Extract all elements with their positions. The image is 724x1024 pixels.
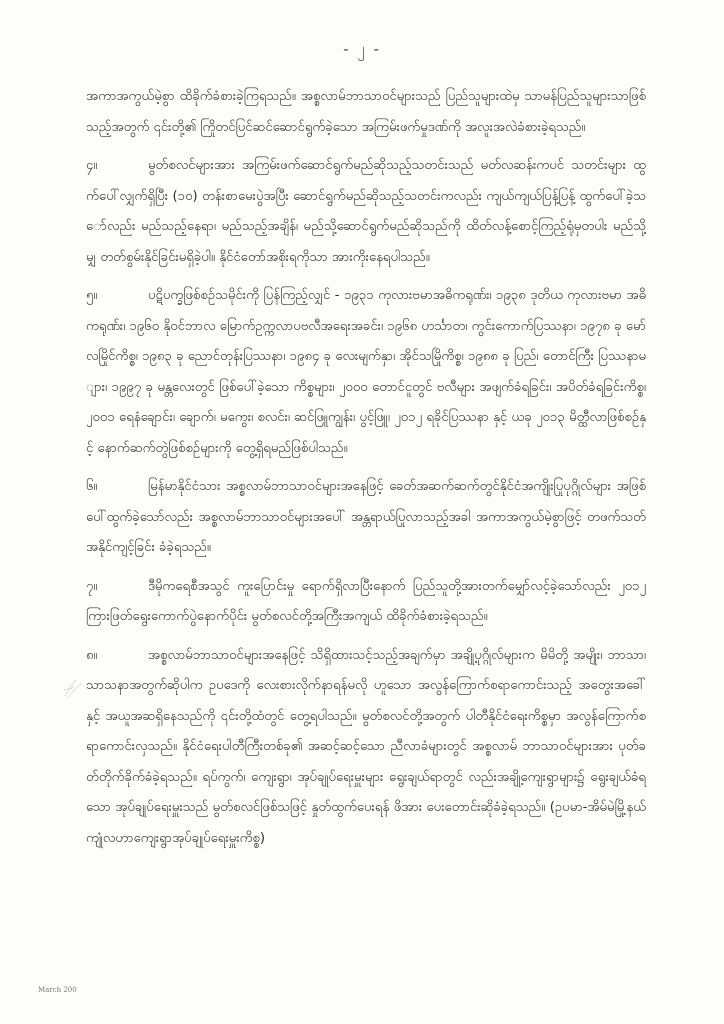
paragraph-text: အစ္စလာမ်ဘာသာဝင်များအနေဖြင့် သိရှိထားသင့်သည့်အချက်မှာ အချို့ပုဂ္ဂိုလ်များက မိမိတို့ အမျိုး၊ ဘာသာ၊ သာသနာအတွက်ဆိုပါက ဥပဒေကို လေးစားလိုက်နာရန်မလို ဟူသော အလွန်ကြောက်စရာကောင်းသည့် အတွေးအခေါ် နှင့် အယူအဆရှိနေသည်ကို ၎င်းတို့ထံတွင် တွေ့ရပါသည်။ မွတ်စလင်တို့အတွက် ပါတီနိုင်ငံရေးကိစ္စမှာ အလွန်ကြောက်စရာကောင်းလှသည်။ နိုင်ငံရေးပါတီကြီးတစ်ခု၏ အဆင့်ဆင့်သော ညီလာခံများတွင် အစ္စလာမ် ဘာသာဝင်များအား ပုတ်ခတ်တိုက်ခိုက်ခံခဲ့ရသည်။ ရပ်ကွက်၊ ကျေးရွာ၊ အုပ်ချုပ်ရေးမှူးများ ရွေးချယ်ရာတွင် လည်းအချို့ကျေးရွာများ၌ ရွေးချယ်ခံရသော အုပ်ချုပ်ရေးမှူးသည် မွတ်စလင်ဖြစ်သဖြင့် နှုတ်ထွက်ပေးရန် ဖိအား ပေးတောင်းဆိုခံခဲ့ရသည်။ (ဥပမာ-အိမ်မဲမြို့နယ် ကျုံလဟာကျေးရွာအုပ်ချုပ်ရေးမှူးကိစ္စ): [86, 647, 646, 846]
paragraph-text: အကာအကွယ်မဲ့စွာ ထိခိုက်ခံစားခဲ့ကြရသည်။ အစ္စလာမ်ဘာသာဝင်များသည် ပြည်သူများထဲမှ သာမန်ပြည်သူများသာဖြစ်သည့်အတွက် ၎င်းတို့၏ ကြိုတင်ပြင်ဆင်ဆောင်ရွက်ခဲ့သော အကြမ်းဖက်မှုဒဏ်ကို အလူးအလဲခံစားခဲ့ရသည်။: [86, 89, 646, 135]
paragraph-text: ဒီမိုကရေစီအသွင် ကူးပြောင်းမှု ရောက်ရှိလာပြီးနောက် ပြည်သူတို့အားတက်မျှော်လင့်ခဲ့သော်လည်း ၂၀၁၂ ကြားဖြတ်ရွေးကောက်ပွဲနောက်ပိုင်း မွတ်စလင်တို့အကြီးအကျယ် ထိခိုက်ခံစားခဲ့ရသည်။: [86, 578, 646, 624]
paragraph-continuation: [86, 82, 646, 143]
paragraph-text: မွတ်စလင်များအား အကြမ်းဖက်ဆောင်ရွက်မည်ဆိုသည့်သတင်းသည် မတ်လဆန်းကပင် သတင်းများ ထွက်ပေါ်လျှက်ရှိပြီး (၁၀) တန်းစာမေးပွဲအပြီး ဆောင်ရွက်မည်ဆိုသည့်သတင်းကလည်း ကျယ်ကျယ်ပြန့်ပြန့် ထွက်ပေါ်ခဲ့သော်လည်း မည်သည့်နေရာ၊ မည်သည့်အချိန်၊ မည်သို့ဆောင်ရွက်မည်ဆိုသည်ကို ထိတ်လန့်စောင့်ကြည့်ရုံမှတပါး မည်သို့မျှ တတ်စွမ်းနိုင်ခြင်းမရှိခဲ့ပါ။ နိုင်ငံတော်အစိုးရကိုသာ အားကိုးနေရပါသည်။: [86, 158, 646, 265]
page-number: - ၂ -: [343, 40, 381, 58]
paragraph-7: [86, 572, 646, 633]
paragraph-text: မြန်မာနိုင်ငံသား အစ္စလာမ်ဘာသာဝင်များအနေဖြင့် ခေတ်အဆက်ဆက်တွင်နိုင်ငံအကျိုးပြုပုဂ္ဂိုလ်များ အဖြစ် ပေါ်ထွက်ခဲ့သော်လည်း အစ္စလာမ်ဘာသာဝင်များအပေါ် အန္တရာယ်ပြုလာသည့်အခါ အကာအကွယ်မဲ့စွာဖြင့် တဖက်သတ်အနိုင်ကျင့်ခြင်း ခံခဲ့ရသည်။: [86, 479, 646, 555]
paragraph-number: ၆။: [86, 479, 98, 494]
paragraph-number: ၄။: [86, 158, 98, 173]
paragraph-6: [86, 472, 646, 564]
paragraph-text: ပဋိပက္ခဖြစ်စဉ်သမိုင်းကို ပြန်ကြည့်လျှင် - ၁၉၃၁ ကုလားဗမာအဓိကရုဏ်း၊ ၁၉၃၈ ဒုတိယ ကုလားဗမာ အဓိကရုဏ်း၊ ၁၉၆၀ နိုဝင်ဘာလ မြောက်ဥက္ကလာပဗလီအရေးအခင်း၊ ၁၉၆၈ ဟင်္သာတ၊ ကွင်းကောက်ပြဿနာ၊ ၁၉၇၈ ခု မော်လမြိုင်ကိစ္စ၊ ၁၉၈၃ ခု ညောင်တုန်းပြဿနာ၊ ၁၉၈၄ ခု လေးမျက်နှာ၊ အိုင်သမြိုကိစ္စ၊ ၁၉၈၈ ခု ပြည်၊ တောင်ကြီး ပြဿနာများ၊ ၁၉၉၇ ခု မန္တလေးတွင် ဖြစ်ပေါ်ခဲ့သော ကိစ္စများ၊ ၂၀၀၀ တောင်ငူတွင် ဗလီများ အဖျက်ခံရခြင်း၊ အပိတ်ခံရခြင်းကိစ္စ၊ ၂၀၀၁ ရေနံချောင်း၊ ချောက်၊ မကွေး၊ စလင်း၊ ဆင်ဖြူကျွန်း၊ ပွင့်ဖြူ၊ ၂၀၁၂ ရခိုင်ပြဿနာ နှင့် ယခု ၂၀၁၃ မိတ္ထီလာဖြစ်စဉ်နှင့် နောက်ဆက်တွဲဖြစ်စဉ်များကို တွေ့ရှိရမည်ဖြစ်ပါသည်။: [86, 288, 646, 456]
paragraph-8: [86, 641, 646, 855]
paragraph-number: ၅။: [86, 288, 98, 303]
paragraph-number: ၇။: [86, 578, 98, 594]
paragraph-number: ၈။: [86, 647, 98, 663]
pencil-scribble-mark: [62, 676, 84, 702]
footer-date-mark: March 200: [38, 986, 77, 994]
paragraph-5: [86, 281, 646, 464]
document-body: [86, 82, 646, 862]
paragraph-4: [86, 151, 646, 273]
